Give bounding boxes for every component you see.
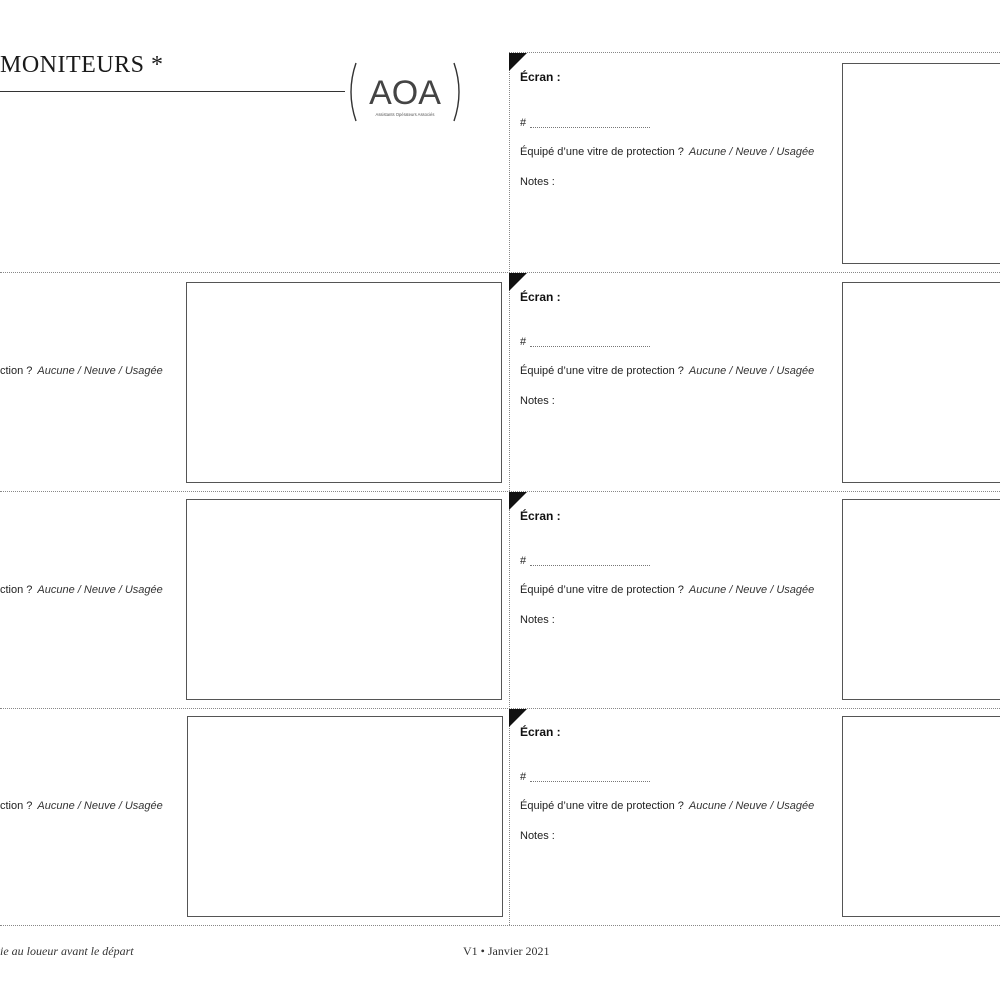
number-input-line[interactable] (530, 346, 650, 347)
screen-label: Écran : (520, 509, 561, 523)
notes-label: Notes : (520, 830, 555, 842)
sketch-box[interactable] (842, 63, 1000, 264)
row-divider-2 (0, 491, 1000, 492)
page-title: MONITEURS * (0, 52, 164, 78)
hash-label: # (520, 771, 527, 783)
hash-label: # (520, 555, 527, 567)
protection-question (520, 800, 814, 812)
protection-question-text: Équipé d’une vitre de protection ? (520, 800, 684, 812)
protection-options: Aucune / Neuve / Usagée (688, 146, 815, 158)
sketch-box[interactable] (842, 282, 1000, 483)
protection-question-text: Équipé d’une vitre de protection ? (520, 365, 684, 377)
footer-note: ie au loueur avant le départ (0, 944, 134, 958)
protection-question-text: Équipé d’une vitre de protection ? (520, 146, 684, 158)
sketch-box[interactable] (842, 716, 1000, 917)
sketch-box[interactable] (187, 716, 503, 917)
screen-label: Écran : (520, 70, 561, 84)
sketch-box[interactable] (842, 499, 1000, 700)
protection-options: Aucune / Neuve / Usagée (688, 584, 815, 596)
protection-options: Aucune / Neuve / Usagée (37, 365, 163, 377)
row-divider-3 (0, 708, 1000, 709)
logo-text: AOA (369, 74, 441, 112)
number-input-line[interactable] (530, 565, 650, 566)
protection-options: Aucune / Neuve / Usagée (37, 800, 163, 812)
row-divider-1 (0, 272, 1000, 273)
protection-question (0, 365, 163, 377)
screen-number-field[interactable] (520, 771, 650, 783)
row-divider-bottom (0, 925, 1000, 926)
sketch-box[interactable] (186, 282, 502, 483)
screen-label: Écran : (520, 725, 561, 739)
corner-marker (509, 492, 527, 510)
logo-subtitle: Assistants Opérateurs Associés (375, 112, 435, 117)
protection-options: Aucune / Neuve / Usagée (37, 584, 163, 596)
notes-label: Notes : (520, 176, 555, 188)
protection-question (520, 584, 814, 596)
number-input-line[interactable] (530, 127, 650, 128)
sketch-box[interactable] (186, 499, 502, 700)
number-input-line[interactable] (530, 781, 650, 782)
protection-options: Aucune / Neuve / Usagée (688, 365, 815, 377)
footer-version: V1 • Janvier 2021 (463, 944, 550, 958)
notes-label: Notes : (520, 395, 555, 407)
screen-number-field[interactable] (520, 555, 650, 567)
corner-marker (509, 53, 527, 71)
title-underline (0, 91, 345, 92)
protection-question (0, 800, 163, 812)
corner-marker (509, 273, 527, 291)
protection-question-text: Équipé d’une vitre de protection ? (520, 584, 684, 596)
screen-label: Écran : (520, 290, 561, 304)
hash-label: # (520, 336, 527, 348)
protection-options: Aucune / Neuve / Usagée (688, 800, 815, 812)
notes-label: Notes : (520, 614, 555, 626)
row-divider-top-right (509, 52, 1000, 53)
hash-label: # (520, 117, 527, 129)
protection-question (0, 584, 163, 596)
protection-question (520, 365, 814, 377)
protection-question (520, 146, 814, 158)
aoa-logo (346, 60, 464, 124)
protection-question-text: ction ? (0, 584, 33, 596)
protection-question-text: ction ? (0, 365, 33, 377)
screen-number-field[interactable] (520, 117, 650, 129)
column-divider (509, 52, 510, 925)
protection-question-text: ction ? (0, 800, 33, 812)
screen-number-field[interactable] (520, 336, 650, 348)
